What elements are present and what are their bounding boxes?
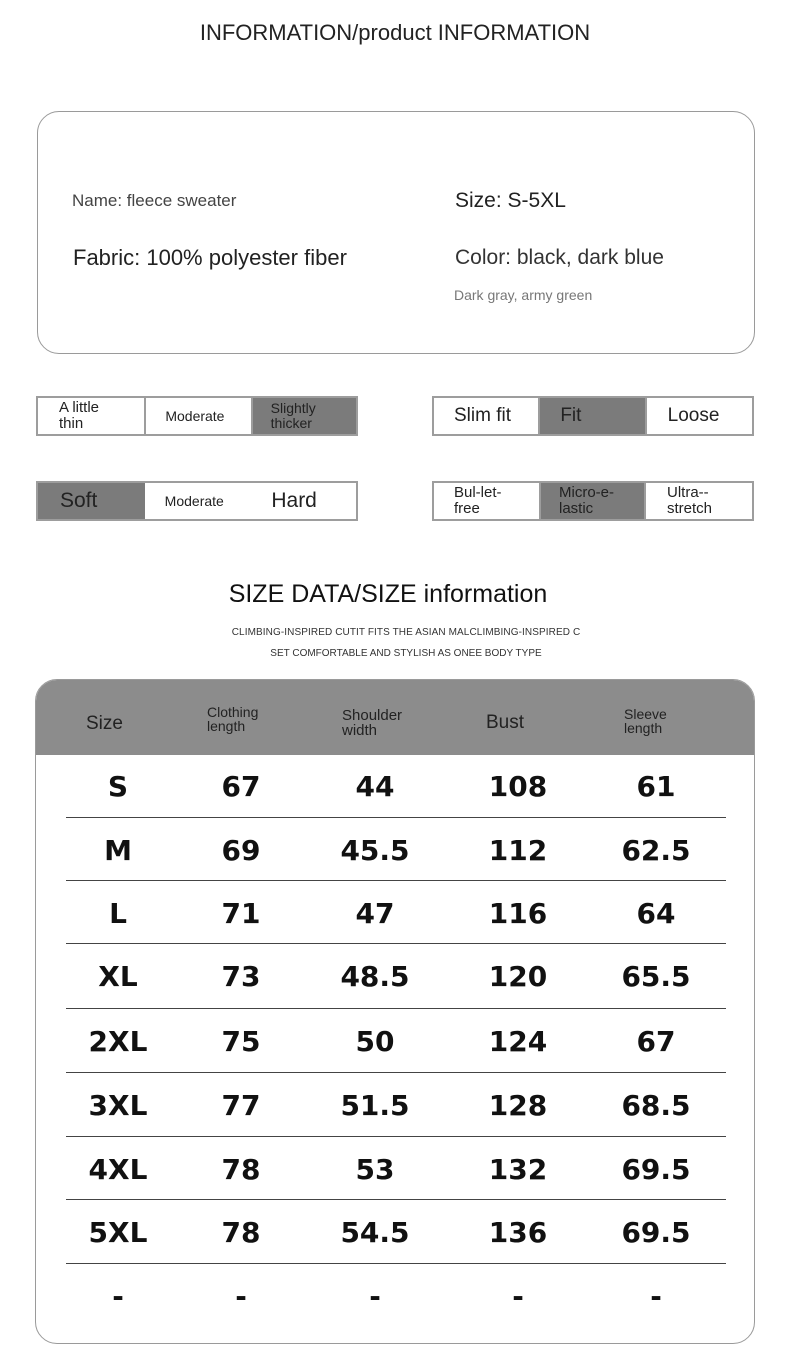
- elasticity-option-ultra: Ultra--stretch: [667, 484, 713, 517]
- elasticity-scale: [432, 481, 754, 521]
- cell-bust: 116: [488, 897, 548, 930]
- cell-sleeve-length: -: [650, 1280, 662, 1313]
- thickness-option-thicker: Slightly thicker: [253, 398, 356, 434]
- table-row: [66, 882, 726, 946]
- cell-shoulder-width: 50: [355, 1025, 395, 1058]
- fit-option-fit: Fit: [540, 398, 646, 434]
- cell-sleeve-length: 61: [636, 770, 676, 803]
- size-section-subtitle-1: CLIMBING-INSPIRED CUTIT FITS THE ASIAN MALCLIMBING-INSPIRED C: [231, 627, 581, 638]
- cell-bust: 136: [488, 1216, 548, 1249]
- cell-shoulder-width: 54.5: [340, 1216, 410, 1249]
- size-table: [35, 679, 755, 1344]
- cell-size: XL: [98, 960, 138, 993]
- cell-shoulder-width: 45.5: [340, 834, 410, 867]
- size-section-subtitle-2: SET COMFORTABLE AND STYLISH AS ONEE BODY TYPE: [270, 648, 542, 659]
- cell-bust: -: [512, 1280, 524, 1313]
- row-divider: [66, 1136, 726, 1137]
- cell-shoulder-width: -: [369, 1280, 381, 1313]
- header-shoulder-width: Shoulder width: [342, 707, 403, 739]
- fit-scale: [432, 396, 754, 436]
- table-row: [66, 1138, 726, 1202]
- thickness-scale: [36, 396, 358, 436]
- cell-shoulder-width: 53: [355, 1153, 395, 1186]
- row-divider: [66, 1008, 726, 1009]
- softness-option-soft: Soft: [38, 483, 145, 519]
- cell-sleeve-length: 69.5: [621, 1153, 691, 1186]
- product-size-range: Size: S-5XL: [455, 189, 566, 212]
- cell-shoulder-width: 47: [355, 897, 395, 930]
- cell-bust: 108: [488, 770, 548, 803]
- cell-sleeve-length: 67: [636, 1025, 676, 1058]
- row-divider: [66, 880, 726, 881]
- row-divider: [66, 1072, 726, 1073]
- softness-option-moderate: Moderate: [164, 492, 224, 509]
- cell-clothing-length: 78: [221, 1153, 261, 1186]
- cell-clothing-length: 78: [221, 1216, 261, 1249]
- cell-clothing-length: -: [235, 1280, 247, 1313]
- table-row: [66, 819, 726, 883]
- cell-sleeve-length: 69.5: [621, 1216, 691, 1249]
- softness-option-hard: Hard: [271, 488, 317, 512]
- cell-bust: 120: [488, 960, 548, 993]
- cell-clothing-length: 77: [221, 1089, 261, 1122]
- size-table-header: [36, 680, 754, 755]
- cell-shoulder-width: 51.5: [340, 1089, 410, 1122]
- page-title: INFORMATION/product INFORMATION: [199, 20, 591, 45]
- cell-bust: 132: [488, 1153, 548, 1186]
- table-row: [66, 1201, 726, 1265]
- table-row: [66, 945, 726, 1009]
- cell-size: -: [112, 1280, 124, 1313]
- header-bust: Bust: [486, 712, 525, 733]
- table-row: [66, 1010, 726, 1074]
- header-size: Size: [86, 713, 123, 734]
- cell-bust: 124: [488, 1025, 548, 1058]
- table-row: [66, 1265, 726, 1329]
- cell-sleeve-length: 68.5: [621, 1089, 691, 1122]
- cell-bust: 112: [488, 834, 548, 867]
- thickness-option-moderate: Moderate: [146, 398, 252, 434]
- cell-size: L: [109, 897, 127, 930]
- fit-option-loose: Loose: [667, 405, 720, 427]
- table-row: [66, 1074, 726, 1138]
- cell-clothing-length: 73: [221, 960, 261, 993]
- cell-sleeve-length: 65.5: [621, 960, 691, 993]
- cell-shoulder-width: 48.5: [340, 960, 410, 993]
- cell-shoulder-width: 44: [355, 770, 395, 803]
- row-divider: [66, 1199, 726, 1200]
- cell-clothing-length: 71: [221, 897, 261, 930]
- cell-sleeve-length: 62.5: [621, 834, 691, 867]
- product-name: Name: fleece sweater: [72, 191, 237, 210]
- cell-size: 5XL: [88, 1216, 148, 1249]
- cell-bust: 128: [488, 1089, 548, 1122]
- product-colors-extra: Dark gray, army green: [454, 287, 593, 303]
- fit-option-slim: Slim fit: [434, 398, 540, 434]
- header-sleeve-length: Sleeve length: [624, 706, 667, 736]
- header-clothing-length: Clothing length: [207, 704, 259, 734]
- cell-size: M: [104, 834, 132, 867]
- softness-scale: [36, 481, 358, 521]
- row-divider: [66, 943, 726, 944]
- cell-size: 2XL: [88, 1025, 148, 1058]
- product-colors: Color: black, dark blue: [455, 246, 664, 269]
- product-fabric: Fabric: 100% polyester fiber: [73, 245, 347, 270]
- elasticity-option-none: Bul-let-free: [434, 483, 541, 519]
- cell-sleeve-length: 64: [636, 897, 676, 930]
- thickness-option-thin: A little thin: [38, 398, 146, 434]
- product-info-card: [37, 111, 755, 354]
- cell-size: 4XL: [88, 1153, 148, 1186]
- cell-clothing-length: 69: [221, 834, 261, 867]
- row-divider: [66, 1263, 726, 1264]
- elasticity-option-micro: Micro-e-lastic: [541, 483, 646, 519]
- cell-clothing-length: 75: [221, 1025, 261, 1058]
- row-divider: [66, 817, 726, 818]
- cell-clothing-length: 67: [221, 770, 261, 803]
- size-section-title: SIZE DATA/SIZE information: [228, 580, 548, 608]
- table-row: [66, 755, 726, 819]
- cell-size: S: [107, 770, 129, 803]
- cell-size: 3XL: [88, 1089, 148, 1122]
